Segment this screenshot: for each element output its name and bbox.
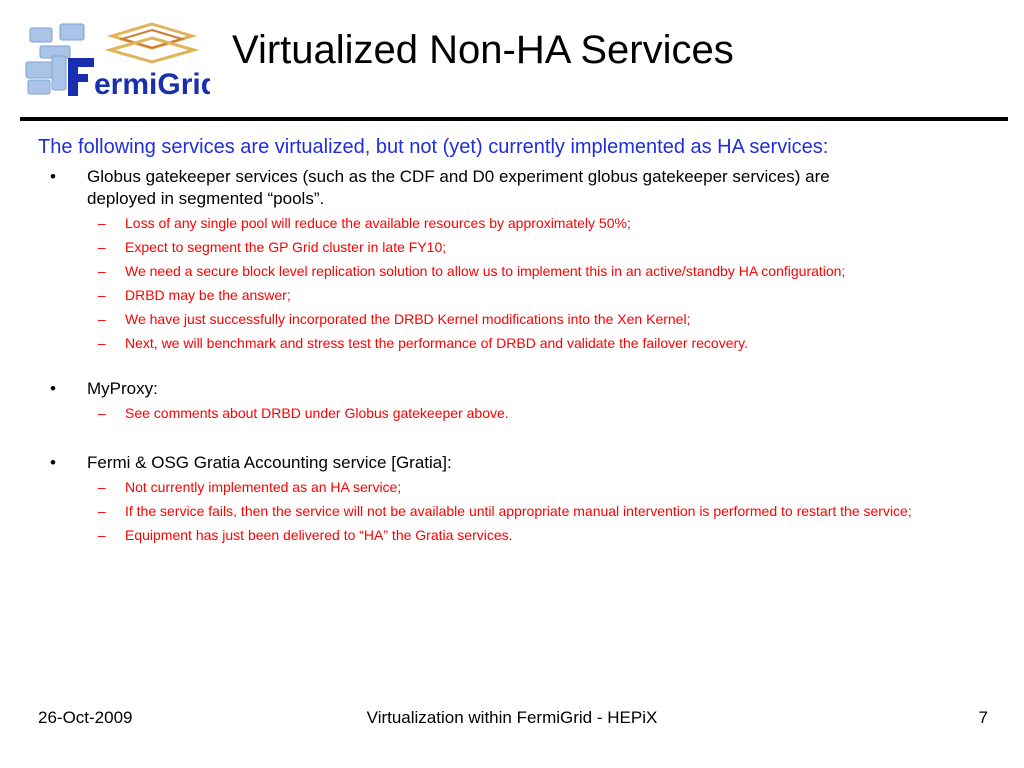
sub-item — [87, 238, 945, 257]
dash-icon: – — [98, 287, 106, 303]
bullet-dot-icon: • — [50, 379, 56, 398]
sub-item — [87, 502, 945, 521]
dash-icon: – — [98, 239, 106, 255]
dash-icon: – — [98, 405, 106, 421]
sub-text: Loss of any single pool will reduce the available resources by approximately 50%; — [125, 215, 631, 231]
sub-text: DRBD may be the answer; — [125, 287, 291, 303]
sub-item — [87, 334, 945, 353]
dash-icon: – — [98, 527, 106, 543]
bullet-globus — [38, 166, 978, 210]
sub-list-myproxy — [38, 404, 978, 423]
dash-icon: – — [98, 503, 106, 519]
dash-icon: – — [98, 311, 106, 327]
lead-text: The following services are virtualized, but not (yet) currently implemented as HA services: — [38, 136, 829, 158]
sub-text: Not currently implemented as an HA service; — [125, 479, 402, 495]
sub-item — [87, 262, 945, 281]
sub-item — [87, 286, 945, 305]
bullet-dot-icon: • — [50, 453, 56, 472]
bullet-gratia — [38, 452, 978, 474]
bullet-text-cont: deployed in segmented “pools”. — [87, 189, 325, 208]
sub-list-gratia — [38, 478, 978, 545]
sub-item — [87, 404, 945, 423]
sub-text: Equipment has just been delivered to “HA” the Gratia services. — [125, 527, 513, 543]
sub-text: See comments about DRBD under Globus gatekeeper above. — [125, 405, 509, 421]
fermigrid-logo-graphic — [22, 18, 210, 102]
slide-content — [38, 134, 978, 550]
fermigrid-logo — [22, 18, 210, 102]
sub-item — [87, 214, 945, 233]
slide-title: Virtualized Non-HA Services — [232, 28, 734, 72]
bullet-myproxy — [38, 378, 978, 400]
sub-text: We have just successfully incorporated the DRBD Kernel modifications into the Xen Kernel; — [125, 311, 691, 327]
sub-text: Expect to segment the GP Grid cluster in late FY10; — [125, 239, 447, 255]
dash-icon: – — [98, 335, 106, 351]
sub-item — [87, 310, 945, 329]
dash-icon: – — [98, 479, 106, 495]
bullet-dot-icon: • — [50, 167, 56, 186]
footer-date: 26-Oct-2009 — [38, 708, 133, 727]
footer-title: Virtualization within FermiGrid - HEPiX — [366, 708, 658, 727]
dash-icon: – — [98, 215, 106, 231]
sub-item — [87, 478, 945, 497]
logo-wordmark: ermiGrid — [94, 68, 210, 101]
title-divider — [20, 117, 1008, 121]
bullet-text: Globus gatekeeper services (such as the CDF and D0 experiment globus gatekeeper services) are — [87, 167, 830, 186]
sub-text: Next, we will benchmark and stress test the performance of DRBD and validate the failover recovery. — [125, 335, 749, 351]
sub-list-globus — [38, 214, 978, 353]
bullet-text: Fermi & OSG Gratia Accounting service [Gratia]: — [87, 453, 452, 472]
sub-text: If the service fails, then the service will not be available until appropriate manual intervention is performed to restart the service; — [125, 503, 912, 519]
page-number: 7 — [978, 708, 988, 727]
dash-icon: – — [98, 263, 106, 279]
bullet-text: MyProxy: — [87, 379, 158, 398]
sub-item — [87, 526, 945, 545]
sub-text: We need a secure block level replication solution to allow us to implement this in an active/standby HA configuration; — [125, 263, 846, 279]
